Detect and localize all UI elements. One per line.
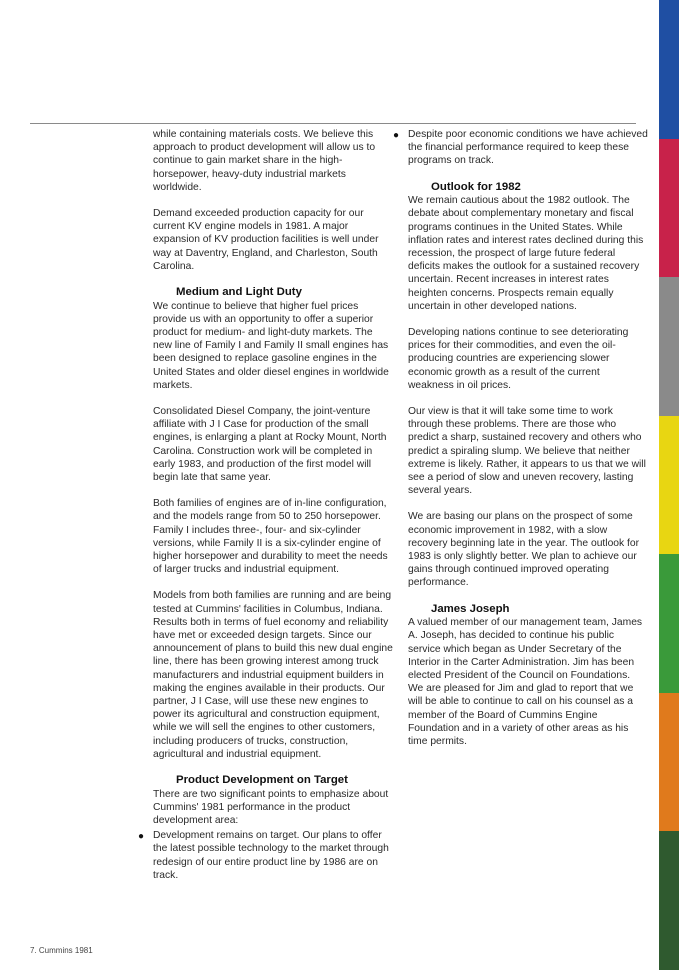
bullet-dot-icon: ● — [138, 831, 145, 843]
section-heading-outlook: Outlook for 1982 — [431, 180, 521, 193]
paragraph: A valued member of our management team, James A. Joseph, has decided to continue his public service which began as Under Secretary of the Interior in the Carter Administration. Jim has been elected President of the Council on Foundations. We are pleased for Jim and glad to report that we will be able to continue to call on his counsel as a member of the Board of Cummins Engine Foundation and in a variety of other areas as his time permits. — [408, 617, 643, 747]
color-tab-gray — [659, 277, 679, 416]
paragraph: Developing nations continue to see deteriorating prices for their commodities, and even the oil-producing countries are experiencing slower economic growth as a result of the current weakness in oil prices. — [408, 326, 629, 391]
paragraph: Consolidated Diesel Company, the joint-venture affiliate with J I Case for production of the small engines, is enlarging a plant at Rocky Mount, North Carolina. Construction work will be completed in early 1983, and production of the first model will begin late that same year. — [153, 405, 387, 483]
right-column — [393, 128, 648, 761]
color-tab-orange — [659, 693, 679, 832]
page-footer: 7. Cummins 1981 — [30, 946, 93, 955]
paragraph: Models from both families are running and are being tested at Cummins' facilities in Columbus, Indiana. Results both in terms of fuel economy and reliability have met or exceeded design targets. Since our announcement of plans to build this new dual engine line, there has been growing interest among truck manufacturers and industrial equipment builders in making the engines available in their products. Our partner, J I Case, will use these new engines to power its agricultural and construction equipment, while we will sell the engines to other customers, including producers of trucks, construction, agricultural and industrial equipment. — [153, 590, 393, 760]
bullet-text: Despite poor economic conditions we have achieved the financial performance required to keep these programs on track. — [408, 129, 648, 167]
top-rule — [30, 123, 636, 124]
bullet-dot-icon: ● — [393, 130, 400, 141]
color-tab-dark-green — [659, 831, 679, 970]
section-color-tabs — [659, 0, 679, 970]
bullet-text: Development remains on target. Our plans to offer the latest possible technology to the market through redesign of our entire product line by 1986 are on track. — [153, 830, 389, 881]
paragraph: We are basing our plans on the prospect of some economic improvement in 1982, with a slow recovery beginning late in the year. The outlook for 1983 is only slightly better. We plan to achieve our gains through continued improved operating performance. — [408, 511, 640, 589]
paragraph: We remain cautious about the 1982 outlook. The debate about complementary monetary and fiscal programs continues in the United States. While inflation rates and interest rates declined during this recession, the prospect of large future federal deficits makes the outlook for a sustained recovery uncertain. Recent increases in interest rates heighten concerns. Prospects remain equally uncertain in other developed nations. — [408, 195, 644, 312]
bullet-item — [393, 128, 648, 168]
section-heading-product-development: Product Development on Target — [176, 774, 348, 787]
paragraph: while containing materials costs. We believe this approach to product development will allow us to continue to gain market share in the high-horsepower, heavy-duty industrial markets worldwide. — [153, 129, 376, 193]
bullet-item — [138, 829, 393, 882]
color-tab-blue — [659, 0, 679, 139]
left-column — [138, 128, 393, 882]
paragraph: We continue to believe that higher fuel prices provide us with an opportunity to offer a superior product for medium- and light-duty markets. The new line of Family I and Family II small engines has been designed to replace gasoline engines in the United States and older diesel engines in worldwide markets. — [153, 300, 389, 391]
section-heading-medium-light-duty: Medium and Light Duty — [176, 286, 302, 299]
color-tab-green — [659, 554, 679, 693]
paragraph: Demand exceeded production capacity for our current KV engine models in 1981. A major expansion of KV production facilities is well under way at Daventry, England, and Charleston, South Carolina. — [153, 208, 379, 272]
paragraph: There are two significant points to emphasize about Cummins' 1981 performance in the product development area: — [153, 788, 389, 826]
paragraph: Both families of engines are of in-line configuration, and the models range from 50 to 250 horsepower. Family I includes three-, four- and six-cylinder versions, while Family II is a six-cylinder engine of higher horsepower and durability to meet the needs of larger trucks and industrial equipment. — [153, 498, 388, 576]
color-tab-yellow — [659, 416, 679, 555]
section-heading-james-joseph: James Joseph — [431, 602, 510, 615]
paragraph: Our view is that it will take some time to work through these problems. There are those who predict a sharp, sustained recovery and others who predict a spiraling slump. We believe that neither extreme is likely. Rather, it appears to us that we will see a period of slow and uneven recovery, lasting several years. — [408, 405, 646, 497]
color-tab-red — [659, 139, 679, 278]
